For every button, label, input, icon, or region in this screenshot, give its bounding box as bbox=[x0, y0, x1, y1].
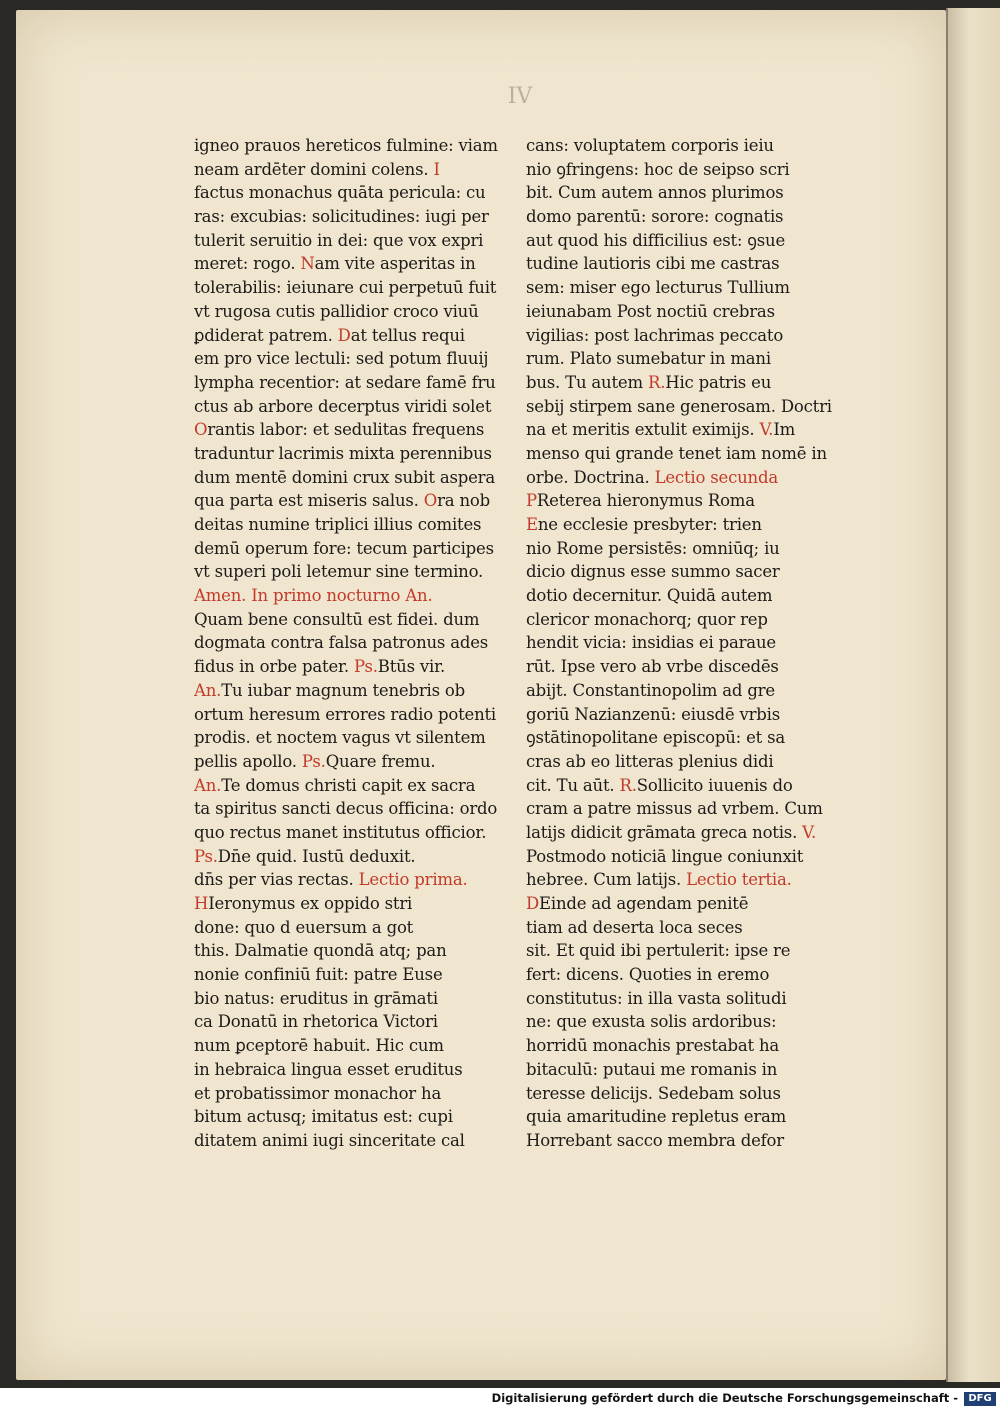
left-line bbox=[194, 584, 524, 608]
right-line bbox=[526, 821, 856, 845]
right-line bbox=[526, 513, 856, 537]
right-line bbox=[526, 679, 856, 703]
rubric-segment: D bbox=[337, 325, 351, 345]
rubric-segment: V. bbox=[759, 420, 774, 440]
left-line bbox=[194, 631, 524, 655]
text-segment: em pro vice lectuli: sed potum fluuij bbox=[194, 349, 489, 369]
left-line bbox=[194, 560, 524, 584]
left-line bbox=[194, 324, 524, 348]
rubric-segment: V. bbox=[802, 822, 817, 842]
text-segment: at tellus requi bbox=[350, 325, 465, 345]
folio-number: IV bbox=[507, 84, 533, 109]
left-line bbox=[194, 892, 524, 916]
left-line bbox=[194, 608, 524, 632]
text-segment: this. Dalmatie quondā atq; pan bbox=[194, 941, 447, 961]
right-line bbox=[526, 939, 856, 963]
text-segment: quia amaritudine repletus eram bbox=[526, 1107, 787, 1127]
left-line bbox=[194, 134, 524, 158]
text-segment: ortum heresum errores radio potenti bbox=[194, 704, 497, 724]
right-line bbox=[526, 1129, 856, 1153]
next-page-edge bbox=[946, 8, 1000, 1382]
left-line bbox=[194, 1082, 524, 1106]
left-line bbox=[194, 276, 524, 300]
left-line bbox=[194, 655, 524, 679]
left-line bbox=[194, 371, 524, 395]
rubric-segment: H bbox=[194, 894, 209, 913]
rubric-segment: Lectio secunda bbox=[654, 467, 778, 487]
text-segment: bitaculū: putaui me romanis in bbox=[526, 1059, 778, 1079]
text-segment: Reterea hieronymus Roma bbox=[536, 491, 755, 511]
left-line bbox=[194, 750, 524, 774]
right-line bbox=[526, 418, 856, 442]
text-segment: qua parta est miseris salus. bbox=[194, 491, 424, 511]
text-segment: bio natus: eruditus in grāmati bbox=[194, 988, 438, 1008]
text-segment: cram a patre missus ad vrbem. Cum bbox=[526, 799, 823, 819]
text-segment: teresse delicijs. Sedebam solus bbox=[526, 1083, 781, 1103]
text-segment: ras: excubias: solicitudines: iugi per bbox=[194, 207, 489, 227]
left-line bbox=[194, 442, 524, 466]
text-segment: dogmata contra falsa patronus ades bbox=[194, 633, 489, 653]
text-segment: prodis. et noctem vagus vt silentem bbox=[194, 728, 486, 748]
rubric-segment: An. bbox=[194, 775, 222, 795]
text-segment: factus monachus quāta pericula: cu bbox=[194, 183, 486, 203]
text-segment: ieiunabam Post noctiū crebras bbox=[526, 301, 775, 321]
left-line bbox=[194, 300, 524, 324]
text-segment: igneo prauos hereticos fulmine: vi bbox=[194, 136, 473, 155]
text-segment: hebree. Cum latijs. bbox=[526, 870, 687, 890]
right-line bbox=[526, 1105, 856, 1129]
text-segment: dn̄s per vias rectas. bbox=[194, 870, 359, 890]
right-line bbox=[526, 916, 856, 940]
text-segment: rantis labor: et sedulitas frequens bbox=[207, 420, 485, 440]
left-line bbox=[194, 395, 524, 419]
text-segment: dotio decernitur. Quidā autem bbox=[526, 586, 773, 606]
rubric-segment: Ps. bbox=[301, 751, 326, 771]
rubric-segment: P bbox=[526, 491, 537, 511]
text-segment: Btūs vir. bbox=[377, 657, 445, 677]
text-segment: et probatissimor monachor ha bbox=[194, 1083, 442, 1103]
right-line bbox=[526, 324, 856, 348]
right-line bbox=[526, 300, 856, 324]
left-line bbox=[194, 205, 524, 229]
left-line bbox=[194, 1058, 524, 1082]
right-line bbox=[526, 537, 856, 561]
rubric-segment: Lectio prima. bbox=[358, 870, 468, 890]
text-segment: Quare fremu. bbox=[325, 751, 436, 771]
text-segment: Horrebant sacco membra defor bbox=[526, 1130, 784, 1150]
text-segment: demū operum fore: tecum participes bbox=[194, 538, 494, 558]
rubric-segment: O bbox=[194, 420, 208, 440]
right-line bbox=[526, 1010, 856, 1034]
left-line bbox=[194, 418, 524, 442]
right-line bbox=[526, 631, 856, 655]
text-segment: Im bbox=[773, 420, 796, 440]
left-line bbox=[194, 537, 524, 561]
right-line bbox=[526, 205, 856, 229]
left-line bbox=[194, 1010, 524, 1034]
text-segment: neam ardēter domini colens. bbox=[194, 159, 434, 179]
text-segment: am bbox=[472, 136, 498, 155]
text-segment: horridū monachis prestabat ha bbox=[526, 1036, 780, 1056]
text-segment: ditatem animi iugi sinceritate cal bbox=[194, 1130, 465, 1150]
text-segment: clericor monachorq; quor rep bbox=[526, 609, 768, 629]
text-segment: nio ꝯfringens: hoc de seipso scri bbox=[526, 159, 790, 179]
text-segment: constitutus: in illa vasta solitudi bbox=[526, 988, 787, 1008]
text-segment: na et meritis extulit eximijs. bbox=[526, 420, 760, 440]
text-segment: tolerabilis: ieiunare cui perpetuū fuit bbox=[194, 278, 497, 298]
text-segment: cit. Tu aūt. bbox=[526, 775, 620, 795]
left-line bbox=[194, 987, 524, 1011]
right-line bbox=[526, 229, 856, 253]
rubric-segment: R. bbox=[647, 372, 666, 392]
right-line bbox=[526, 655, 856, 679]
text-segment: rum. Plato sumebatur in mani bbox=[526, 349, 771, 369]
right-line bbox=[526, 347, 856, 371]
left-line bbox=[194, 1034, 524, 1058]
right-line bbox=[526, 726, 856, 750]
right-line bbox=[526, 134, 856, 158]
dfg-logo: DFG bbox=[964, 1392, 996, 1406]
text-segment: ꝑdiderat patrem. bbox=[194, 325, 338, 345]
text-segment: bus. Tu autem bbox=[526, 372, 648, 392]
left-line bbox=[194, 868, 524, 892]
left-line bbox=[194, 466, 524, 490]
left-line bbox=[194, 939, 524, 963]
text-segment: in hebraica lingua esset eruditus bbox=[194, 1059, 463, 1079]
right-text-column bbox=[526, 134, 856, 1153]
right-line bbox=[526, 1034, 856, 1058]
right-line bbox=[526, 584, 856, 608]
text-segment: done: quo d euersum a got bbox=[194, 917, 414, 937]
text-segment: Quam bene consultū est fidei. dum bbox=[194, 609, 480, 629]
right-line bbox=[526, 252, 856, 276]
text-segment: ne ecclesie presbyter: trien bbox=[537, 515, 762, 534]
rubric-segment: O bbox=[423, 491, 438, 511]
left-line bbox=[194, 679, 524, 703]
left-line bbox=[194, 774, 524, 798]
left-line bbox=[194, 252, 524, 276]
text-segment: nonie confiniū fuit: patre Euse bbox=[194, 965, 443, 985]
right-line bbox=[526, 987, 856, 1011]
text-segment: nio Rome persistēs: omniūq; iu bbox=[526, 538, 780, 558]
left-line bbox=[194, 1105, 524, 1129]
rubric-segment: An. bbox=[194, 680, 222, 700]
text-segment: traduntur lacrimis mixta perennibus bbox=[194, 443, 492, 463]
rubric-segment: D bbox=[526, 894, 540, 913]
text-segment: hendit vicia: insidias ei paraue bbox=[526, 633, 776, 653]
right-line bbox=[526, 371, 856, 395]
text-segment: menso qui grande tenet iam nomē in bbox=[526, 443, 827, 463]
text-segment: domo parentū: sorore: cognatis bbox=[526, 207, 784, 227]
text-segment: dum mentē domini crux subit aspera bbox=[194, 467, 495, 487]
text-segment: Hic patris eu bbox=[665, 372, 772, 392]
rubric-segment: Ps. bbox=[194, 846, 218, 866]
funding-credit: Digitalisierung gefördert durch die Deutsche Forschungsgemeinschaft - bbox=[491, 1391, 958, 1405]
right-line bbox=[526, 466, 856, 490]
text-segment: abijt. Constantinopolim ad gre bbox=[526, 680, 775, 700]
right-line bbox=[526, 797, 856, 821]
text-segment: tiam ad deserta loca seces bbox=[526, 917, 743, 937]
right-line bbox=[526, 750, 856, 774]
left-line bbox=[194, 489, 524, 513]
right-line bbox=[526, 963, 856, 987]
right-line bbox=[526, 395, 856, 419]
text-segment: Postmodo noticiā lingue coniunxit bbox=[526, 846, 804, 866]
rubric-segment: Lectio tertia. bbox=[686, 870, 792, 890]
left-text-column bbox=[194, 134, 524, 1153]
text-segment: orbe. Doctrina. bbox=[526, 467, 655, 487]
rubric-segment: R. bbox=[619, 775, 637, 795]
right-line bbox=[526, 181, 856, 205]
text-segment: pellis apollo. bbox=[194, 751, 302, 771]
left-line bbox=[194, 845, 524, 869]
right-line bbox=[526, 703, 856, 727]
text-segment: am vite asperitas in bbox=[314, 254, 476, 274]
right-line bbox=[526, 868, 856, 892]
right-line bbox=[526, 1082, 856, 1106]
text-segment: Dn̄e quid. Iustū deduxit. bbox=[217, 846, 416, 866]
left-line bbox=[194, 1129, 524, 1153]
text-segment: Te domus christi capit ex sacra bbox=[221, 775, 476, 795]
text-segment: Ieronymus ex oppido stri bbox=[208, 894, 413, 913]
left-line bbox=[194, 726, 524, 750]
text-segment: dicio dignus esse summo sacer bbox=[526, 562, 780, 582]
text-segment: vigilias: post lachrimas peccato bbox=[526, 325, 784, 345]
text-segment: ne: que exusta solis ardoribus: bbox=[526, 1012, 777, 1032]
right-line bbox=[526, 774, 856, 798]
text-segment: goriū Nazianzenū: eiusdē vrbis bbox=[526, 704, 780, 724]
footer-bar bbox=[0, 1388, 1000, 1410]
text-segment: lympha recentior: at sedare famē fru bbox=[194, 372, 496, 392]
text-segment: vt superi poli letemur sine termino. bbox=[194, 562, 484, 582]
left-line bbox=[194, 703, 524, 727]
left-line bbox=[194, 181, 524, 205]
text-segment: aut quod his difficilius est: ꝯsue bbox=[526, 230, 786, 250]
text-segment: sem: miser ego lecturus Tullium bbox=[526, 278, 790, 298]
right-line bbox=[526, 892, 856, 916]
text-segment: sit. Et quid ibi pertulerit: ipse re bbox=[526, 941, 791, 961]
text-segment: ta spiritus sancti decus officina: ordo bbox=[194, 799, 498, 819]
text-segment: ca Donatū in rhetorica Victori bbox=[194, 1012, 438, 1032]
right-line bbox=[526, 489, 856, 513]
left-line bbox=[194, 797, 524, 821]
text-segment: vt rugosa cutis pallidior croco viuū bbox=[194, 301, 479, 321]
right-line bbox=[526, 442, 856, 466]
text-segment: cras ab eo litteras plenius didi bbox=[526, 751, 774, 771]
text-segment: quo rectus manet institutus officior. bbox=[194, 822, 487, 842]
text-segment: Tu iubar magnum tenebris ob bbox=[221, 680, 466, 700]
text-segment: deitas numine triplici illius comites bbox=[194, 515, 482, 534]
text-segment: ctus ab arbore decerptus viridi solet bbox=[194, 396, 492, 416]
left-line bbox=[194, 513, 524, 537]
right-line bbox=[526, 158, 856, 182]
text-segment: fidus in orbe pater. bbox=[194, 657, 354, 677]
right-line bbox=[526, 845, 856, 869]
left-line bbox=[194, 963, 524, 987]
text-segment: tudine lautioris cibi me castras bbox=[526, 254, 780, 274]
text-segment: fert: dicens. Quoties in eremo bbox=[526, 965, 770, 985]
text-segment: bitum actusq; imitatus est: cupi bbox=[194, 1107, 453, 1127]
left-line bbox=[194, 158, 524, 182]
text-segment: rūt. Ipse vero ab vrbe discedēs bbox=[526, 657, 779, 677]
right-line bbox=[526, 560, 856, 584]
text-segment: ꝯstātinopolitane episcopū: et sa bbox=[526, 728, 786, 748]
rubric-segment: E bbox=[526, 515, 538, 534]
rubric-segment: Ps. bbox=[354, 657, 378, 677]
rubric-segment: I bbox=[433, 159, 440, 179]
text-segment: ra nob bbox=[437, 491, 491, 511]
left-line bbox=[194, 821, 524, 845]
left-line bbox=[194, 347, 524, 371]
rubric-segment: N bbox=[300, 254, 315, 274]
text-segment: num ꝑceptorē habuit. Hic cum bbox=[194, 1036, 444, 1056]
rubric-segment: Amen. In primo nocturno An. bbox=[194, 586, 433, 606]
text-segment: bit. Cum autem annos plurimos bbox=[526, 183, 784, 203]
text-segment: Einde ad agendam penitē bbox=[539, 894, 749, 913]
left-line bbox=[194, 916, 524, 940]
text-segment: sebij stirpem sane generosam. Doctri bbox=[526, 396, 832, 416]
left-line bbox=[194, 229, 524, 253]
text-segment: tulerit seruitio in dei: que vox expri bbox=[194, 230, 484, 250]
text-segment: meret: rogo. bbox=[194, 254, 301, 274]
text-segment: cans: voluptatem corporis ieiu bbox=[526, 136, 774, 155]
right-line bbox=[526, 1058, 856, 1082]
right-line bbox=[526, 608, 856, 632]
text-segment: Sollicito iuuenis do bbox=[636, 775, 793, 795]
text-segment: latijs didicit grāmata greca notis. bbox=[526, 822, 803, 842]
right-line bbox=[526, 276, 856, 300]
